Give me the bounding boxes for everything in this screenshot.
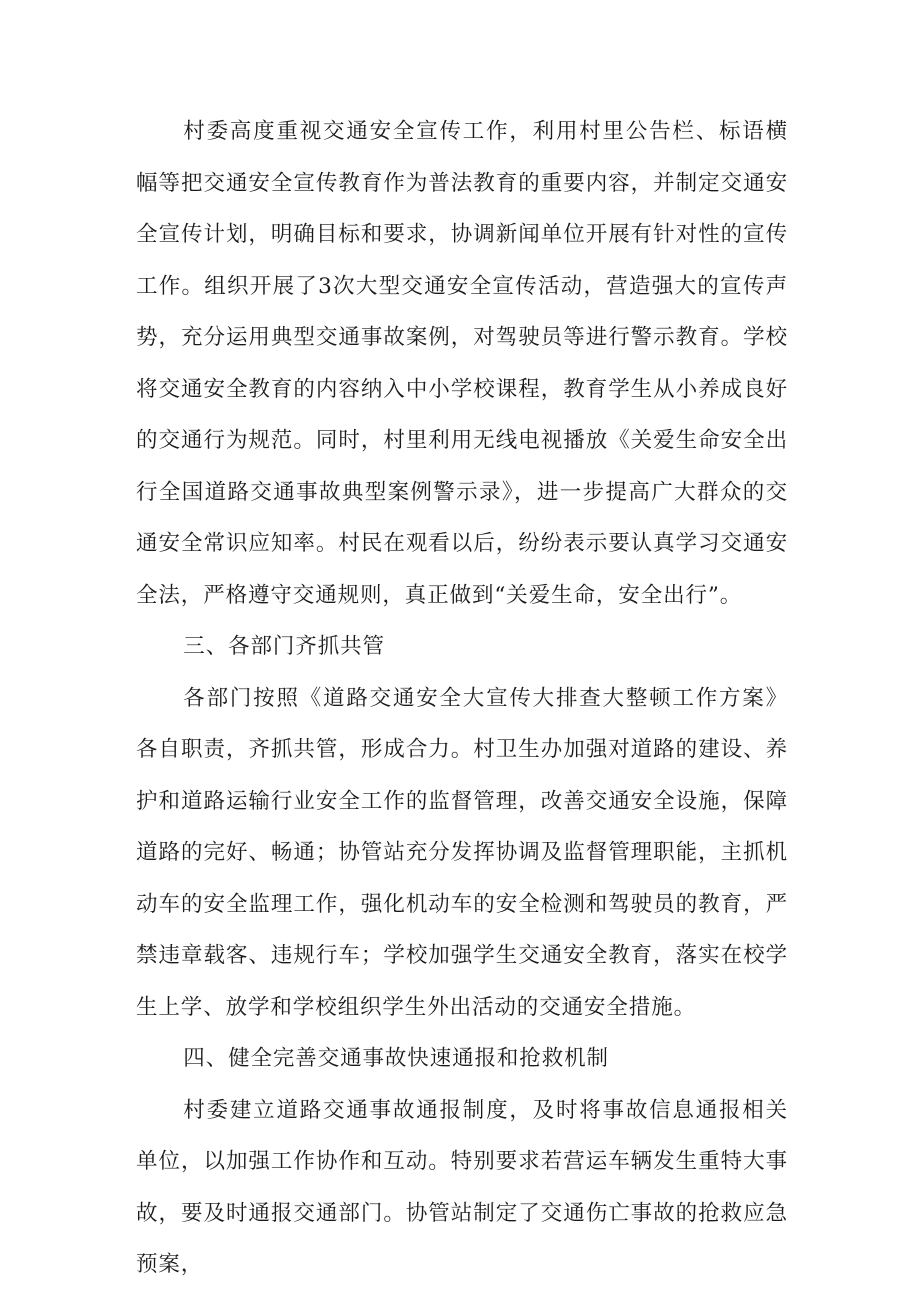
paragraph-accident-reporting: 村委建立道路交通事故通报制度，及时将事故信息通报相关单位，以加强工作协作和互动。特别要求若营运车辆发生重特大事故，要及时通报交通部门。协管站制定了交通伤亡事故的抢救应急预案， [136, 1097, 788, 1277]
section-heading-3: 三、各部门齐抓共管 [183, 634, 385, 659]
section-heading-4: 四、健全完善交通事故快速通报和抢救机制 [183, 1046, 609, 1071]
paragraph-departments: 各部门按照《道路交通安全大宣传大排查大整顿工作方案》各自职责，齐抓共管，形成合力。村卫生办加强对道路的建设、养护和道路运输行业安全工作的监督管理，改善交通安全设施，保障道路的完好、畅通；协管站充分发挥协调及监督管理职能，主抓机动车的安全监理工作，强化机动车的安全检测和驾驶员的教育，严禁违章载客、违规行车；学校加强学生交通安全教育，落实在校学生上学、放学和学校组织学生外出活动的交通安全措施。 [136, 685, 788, 1020]
paragraph-publicity: 村委高度重视交通安全宣传工作，利用村里公告栏、标语横幅等把交通安全宣传教育作为普法教育的重要内容，并制定交通安全宣传计划，明确目标和要求，协调新闻单位开展有针对性的宣传工作。组织开展了3次大型交通安全宣传活动，营造强大的宣传声势，充分运用典型交通事故案例，对驾驶员等进行警示教育。学校将交通安全教育的内容纳入中小学校课程，教育学生从小养成良好的交通行为规范。同时，村里利用无线电视播放《关爱生命安全出行全国道路交通事故典型案例警示录》，进一步提高广大群众的交通安全常识应知率。村民在观看以后，纷纷表示要认真学习交通安全法，严格遵守交通规则，真正做到“关爱生命，安全出行”。 [136, 119, 788, 608]
document-body [136, 106, 788, 1291]
